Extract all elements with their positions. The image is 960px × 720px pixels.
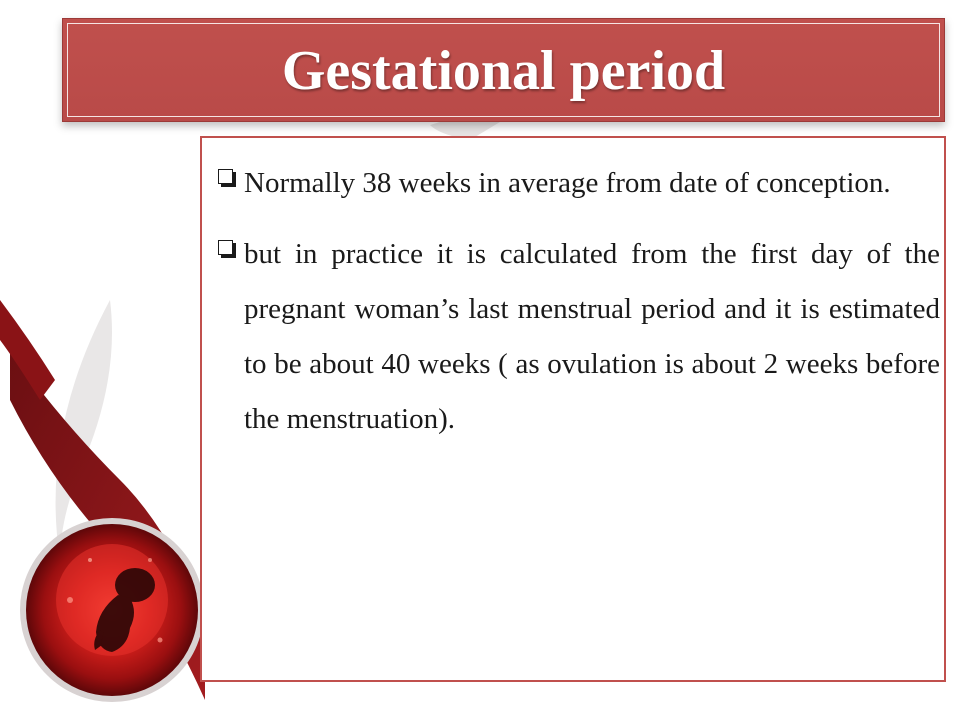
bullet-list [218, 156, 940, 463]
bullet-text: Normally 38 weeks in average from date of conception. [244, 167, 891, 199]
womb-speckle [67, 597, 73, 603]
womb-speckle [88, 558, 92, 562]
hollow-square-bullet-icon [218, 240, 233, 255]
womb-speckle [158, 638, 163, 643]
content-box [200, 136, 946, 682]
womb-speckle [148, 558, 152, 562]
list-item [218, 156, 940, 211]
hollow-square-bullet-icon [218, 169, 233, 184]
title-banner [62, 18, 945, 122]
list-item [218, 227, 940, 447]
bullet-text: but in practice it is calculated from the first day of the pregnant woman’s last menstrual period and it is estimated to be about 40 weeks ( as ovulation is about 2 weeks before the menstruation). [244, 238, 940, 435]
slide-title: Gestational period [281, 40, 726, 102]
